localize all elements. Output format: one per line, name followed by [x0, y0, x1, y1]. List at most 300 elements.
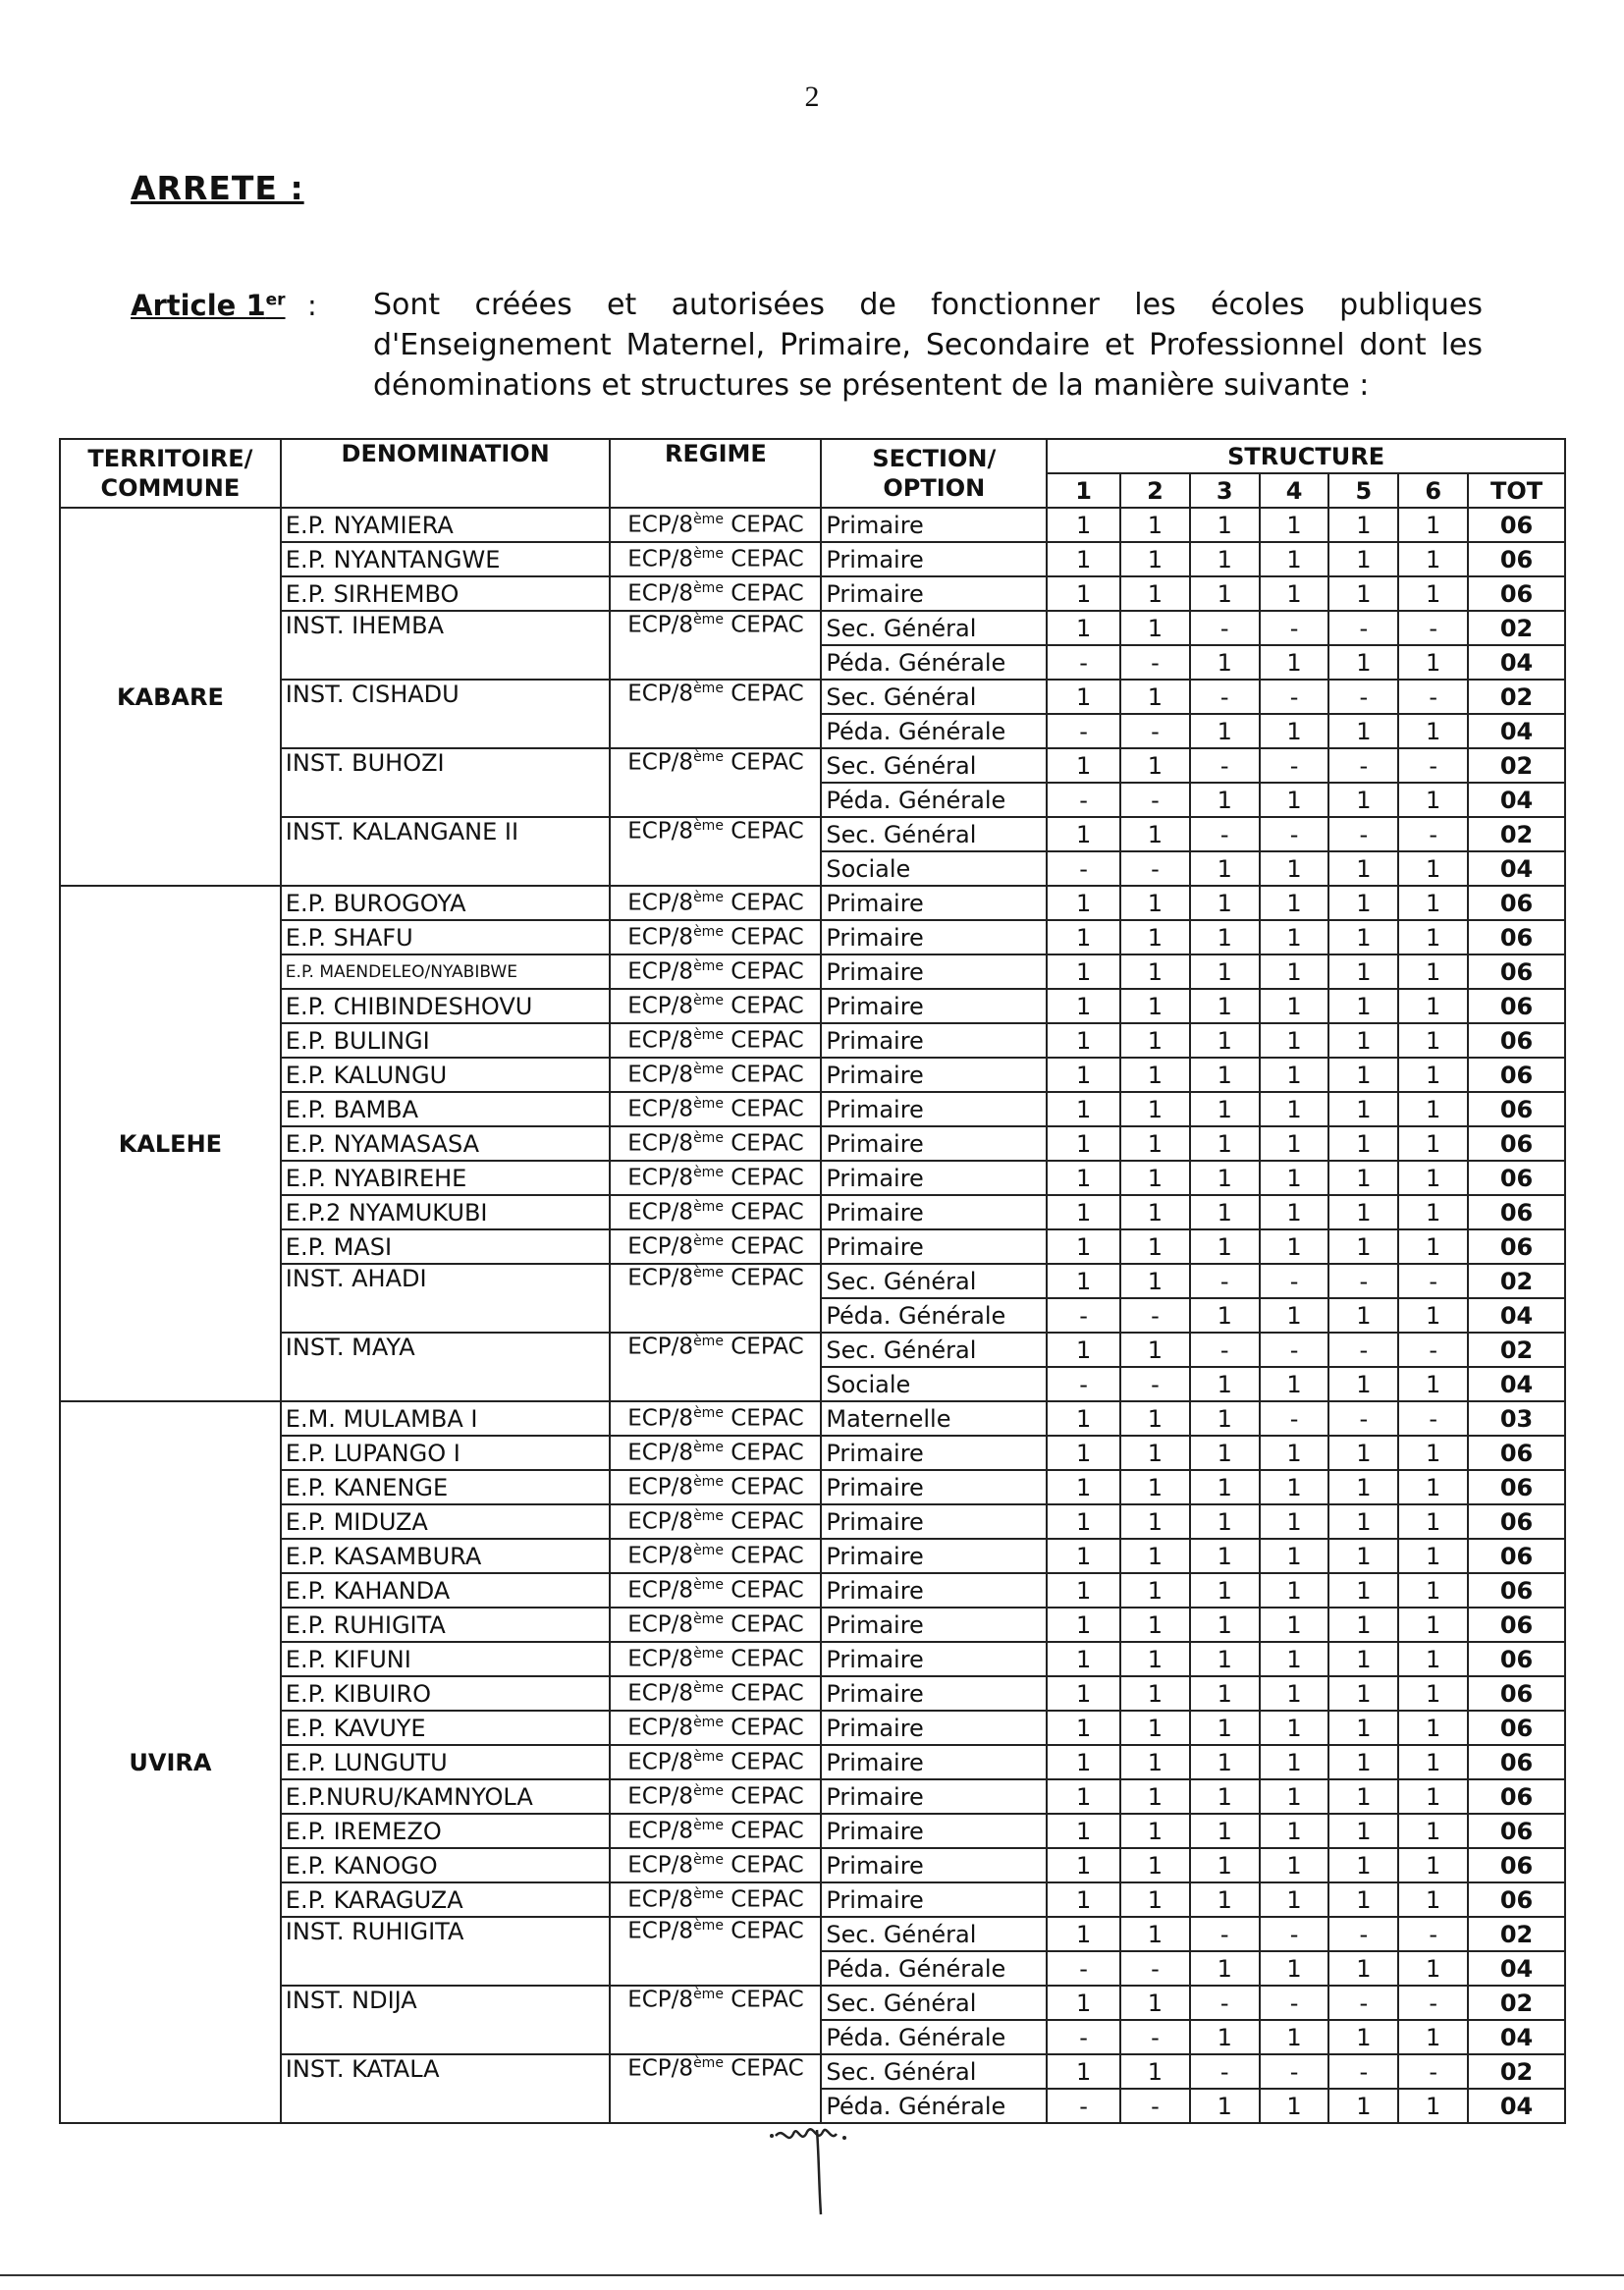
table-body [60, 508, 1565, 2123]
regime-sup: ème [693, 2055, 724, 2071]
section-cell: Primaire [821, 1814, 1047, 1848]
structure-cell-4: - [1260, 1986, 1329, 2020]
structure-cell-6: 1 [1398, 542, 1468, 576]
structure-cell-6: 1 [1398, 783, 1468, 817]
table-row [60, 611, 1565, 645]
table-row [60, 989, 1565, 1023]
section-cell: Sec. Général [821, 1917, 1047, 1951]
structure-cell-1: 1 [1047, 886, 1120, 920]
structure-cell-2: 1 [1120, 1779, 1190, 1814]
structure-cell-5: 1 [1328, 1058, 1398, 1092]
regime-cell [610, 1504, 821, 1539]
regime-tail: CEPAC [723, 890, 804, 916]
total-cell: 02 [1468, 2054, 1565, 2089]
structure-cell-6: 1 [1398, 1504, 1468, 1539]
structure-cell-5: 1 [1328, 1814, 1398, 1848]
structure-cell-2: 1 [1120, 1058, 1190, 1092]
structure-cell-5: 1 [1328, 1676, 1398, 1711]
structure-cell-2: 1 [1120, 1882, 1190, 1917]
structure-cell-2: - [1120, 714, 1190, 748]
section-cell: Primaire [821, 1092, 1047, 1126]
structure-cell-1: - [1047, 2089, 1120, 2123]
regime-tail: CEPAC [723, 2055, 804, 2082]
structure-cell-1: 1 [1047, 1745, 1120, 1779]
structure-cell-5: 1 [1328, 542, 1398, 576]
section-cell: Primaire [821, 886, 1047, 920]
school-name-cell: E.P. NYAMASASA [281, 1126, 611, 1161]
structure-cell-1: 1 [1047, 1470, 1120, 1504]
total-cell: 06 [1468, 1848, 1565, 1882]
total-cell: 04 [1468, 851, 1565, 886]
regime-sup: ème [693, 1783, 724, 1800]
structure-cell-5: 1 [1328, 1745, 1398, 1779]
header-col-6: 6 [1398, 473, 1468, 508]
section-cell: Primaire [821, 508, 1047, 542]
total-cell: 02 [1468, 748, 1565, 783]
structure-cell-6: 1 [1398, 576, 1468, 611]
regime-sup: ème [693, 612, 724, 627]
structure-cell-1: 1 [1047, 1126, 1120, 1161]
table-row [60, 1058, 1565, 1092]
regime-tail: CEPAC [723, 1165, 804, 1191]
structure-cell-5: 1 [1328, 783, 1398, 817]
total-cell: 06 [1468, 1126, 1565, 1161]
regime-base: ECP/8 [627, 1474, 694, 1500]
regime-sup: ème [693, 1918, 724, 1934]
regime-cell [610, 954, 821, 989]
structure-cell-2: 1 [1120, 1608, 1190, 1642]
regime-cell [610, 817, 821, 886]
section-cell: Péda. Générale [821, 783, 1047, 817]
structure-cell-5: 1 [1328, 1882, 1398, 1917]
regime-base: ECP/8 [627, 580, 694, 607]
structure-cell-1: 1 [1047, 1882, 1120, 1917]
structure-cell-5: 1 [1328, 1229, 1398, 1264]
structure-cell-3: 1 [1190, 1573, 1260, 1608]
structure-cell-1: 1 [1047, 1917, 1120, 1951]
section-cell: Sec. Général [821, 748, 1047, 783]
structure-cell-6: - [1398, 2054, 1468, 2089]
structure-cell-4: 1 [1260, 1642, 1329, 1676]
regime-base: ECP/8 [627, 1646, 694, 1672]
regime-tail: CEPAC [723, 1440, 804, 1466]
regime-base: ECP/8 [627, 546, 694, 572]
structure-cell-6: - [1398, 1401, 1468, 1436]
section-cell: Péda. Générale [821, 1951, 1047, 1986]
structure-cell-6: 1 [1398, 1951, 1468, 1986]
regime-sup: ème [693, 1440, 724, 1456]
structure-cell-1: 1 [1047, 1436, 1120, 1470]
structure-cell-1: - [1047, 1298, 1120, 1333]
structure-cell-5: 1 [1328, 1711, 1398, 1745]
regime-cell [610, 542, 821, 576]
table-row [60, 1779, 1565, 1814]
regime-sup: ème [693, 1474, 724, 1491]
regime-cell [610, 2054, 821, 2123]
structure-cell-2: 1 [1120, 920, 1190, 954]
regime-sup: ème [693, 958, 724, 975]
structure-cell-1: 1 [1047, 817, 1120, 851]
structure-cell-5: 1 [1328, 1848, 1398, 1882]
structure-cell-4: 1 [1260, 1951, 1329, 1986]
regime-base: ECP/8 [627, 1199, 694, 1226]
structure-cell-3: 1 [1190, 1126, 1260, 1161]
regime-base: ECP/8 [627, 1062, 694, 1088]
header-col-2: 2 [1120, 473, 1190, 508]
total-cell: 02 [1468, 817, 1565, 851]
total-cell: 04 [1468, 1367, 1565, 1401]
structure-cell-3: 1 [1190, 1848, 1260, 1882]
table-row [60, 508, 1565, 542]
structure-cell-3: 1 [1190, 783, 1260, 817]
regime-sup: ème [693, 890, 724, 906]
structure-cell-6: 1 [1398, 1161, 1468, 1195]
section-cell: Primaire [821, 1779, 1047, 1814]
regime-tail: CEPAC [723, 1096, 804, 1122]
regime-tail: CEPAC [723, 1334, 804, 1360]
structure-cell-4: 1 [1260, 1436, 1329, 1470]
structure-cell-2: - [1120, 783, 1190, 817]
regime-base: ECP/8 [627, 2055, 694, 2082]
total-cell: 06 [1468, 989, 1565, 1023]
structure-cell-1: 1 [1047, 542, 1120, 576]
regime-tail: CEPAC [723, 1646, 804, 1672]
section-cell: Primaire [821, 954, 1047, 989]
regime-base: ECP/8 [627, 958, 694, 985]
structure-cell-4: 1 [1260, 576, 1329, 611]
school-name-cell: INST. AHADI [281, 1264, 611, 1333]
structure-cell-2: 1 [1120, 1986, 1190, 2020]
regime-tail: CEPAC [723, 1715, 804, 1741]
structure-cell-6: - [1398, 680, 1468, 714]
table-row [60, 1608, 1565, 1642]
table-row [60, 2054, 1565, 2089]
structure-cell-6: 1 [1398, 920, 1468, 954]
structure-cell-3: - [1190, 1917, 1260, 1951]
structure-cell-3: 1 [1190, 920, 1260, 954]
structure-cell-5: 1 [1328, 1161, 1398, 1195]
section-cell: Primaire [821, 1470, 1047, 1504]
structure-cell-2: - [1120, 645, 1190, 680]
header-section: SECTION/ OPTION [821, 439, 1047, 508]
total-cell: 02 [1468, 611, 1565, 645]
regime-base: ECP/8 [627, 512, 694, 538]
school-name-cell: INST. KALANGANE II [281, 817, 611, 886]
table-row [60, 576, 1565, 611]
structure-cell-4: - [1260, 611, 1329, 645]
structure-cell-6: 1 [1398, 1779, 1468, 1814]
structure-cell-3: - [1190, 2054, 1260, 2089]
structure-cell-1: 1 [1047, 1333, 1120, 1367]
table-row [60, 954, 1565, 989]
structure-cell-5: 1 [1328, 1195, 1398, 1229]
structure-cell-5: 1 [1328, 2089, 1398, 2123]
regime-cell [610, 1711, 821, 1745]
section-cell: Sociale [821, 1367, 1047, 1401]
header-structure: STRUCTURE [1047, 439, 1565, 473]
structure-cell-2: - [1120, 2089, 1190, 2123]
structure-cell-2: 1 [1120, 748, 1190, 783]
regime-tail: CEPAC [723, 1987, 804, 2013]
structure-cell-1: 1 [1047, 1779, 1120, 1814]
regime-cell [610, 1229, 821, 1264]
regime-cell [610, 1126, 821, 1161]
structure-cell-4: - [1260, 748, 1329, 783]
structure-cell-5: 1 [1328, 1023, 1398, 1058]
regime-sup: ème [693, 1165, 724, 1181]
structure-cell-5: - [1328, 1401, 1398, 1436]
regime-cell [610, 1058, 821, 1092]
structure-cell-3: - [1190, 1264, 1260, 1298]
table-row [60, 920, 1565, 954]
structure-cell-5: - [1328, 1917, 1398, 1951]
section-cell: Sec. Général [821, 1333, 1047, 1367]
section-cell: Péda. Générale [821, 2020, 1047, 2054]
structure-cell-4: - [1260, 817, 1329, 851]
regime-tail: CEPAC [723, 580, 804, 607]
structure-cell-2: 1 [1120, 886, 1190, 920]
section-cell: Primaire [821, 1504, 1047, 1539]
regime-cell [610, 1882, 821, 1917]
regime-sup: ème [693, 681, 724, 696]
structure-cell-1: 1 [1047, 1161, 1120, 1195]
structure-cell-2: 1 [1120, 576, 1190, 611]
regime-sup: ème [693, 1852, 724, 1869]
total-cell: 04 [1468, 714, 1565, 748]
structure-cell-3: - [1190, 817, 1260, 851]
structure-cell-5: - [1328, 748, 1398, 783]
structure-cell-4: - [1260, 680, 1329, 714]
structure-cell-6: 1 [1398, 1023, 1468, 1058]
school-name-cell: E.P. BAMBA [281, 1092, 611, 1126]
structure-cell-5: 1 [1328, 714, 1398, 748]
structure-cell-5: 1 [1328, 645, 1398, 680]
structure-cell-4: 1 [1260, 1195, 1329, 1229]
school-name-cell: E.P. KAHANDA [281, 1573, 611, 1608]
table-row [60, 1092, 1565, 1126]
school-name-cell: E.P. LUNGUTU [281, 1745, 611, 1779]
structure-cell-6: 1 [1398, 1470, 1468, 1504]
regime-tail: CEPAC [723, 1474, 804, 1500]
total-cell: 06 [1468, 1882, 1565, 1917]
structure-cell-3: 1 [1190, 1779, 1260, 1814]
structure-cell-3: 1 [1190, 542, 1260, 576]
regime-cell [610, 1539, 821, 1573]
decree-heading: ARRETE : [131, 169, 304, 207]
school-name-cell: INST. IHEMBA [281, 611, 611, 680]
section-cell: Péda. Générale [821, 714, 1047, 748]
table-row [60, 1333, 1565, 1367]
school-name-cell: E.P. BUROGOYA [281, 886, 611, 920]
regime-base: ECP/8 [627, 1265, 694, 1291]
header-regime: REGIME [610, 439, 821, 508]
table-row [60, 1504, 1565, 1539]
section-cell: Primaire [821, 1642, 1047, 1676]
total-cell: 06 [1468, 1711, 1565, 1745]
structure-cell-5: 1 [1328, 1367, 1398, 1401]
structure-cell-5: 1 [1328, 1539, 1398, 1573]
table-row [60, 1676, 1565, 1711]
structure-cell-6: 1 [1398, 508, 1468, 542]
structure-cell-2: 1 [1120, 1642, 1190, 1676]
structure-cell-1: 1 [1047, 611, 1120, 645]
regime-base: ECP/8 [627, 1611, 694, 1638]
table-row [60, 680, 1565, 714]
structure-cell-6: - [1398, 1917, 1468, 1951]
regime-base: ECP/8 [627, 749, 694, 776]
structure-cell-2: - [1120, 1367, 1190, 1401]
structure-cell-1: 1 [1047, 680, 1120, 714]
total-cell: 06 [1468, 1608, 1565, 1642]
regime-base: ECP/8 [627, 924, 694, 951]
structure-cell-2: 1 [1120, 989, 1190, 1023]
total-cell: 06 [1468, 1229, 1565, 1264]
structure-cell-1: 1 [1047, 576, 1120, 611]
school-name-cell: E.P. KAVUYE [281, 1711, 611, 1745]
structure-cell-2: 1 [1120, 1126, 1190, 1161]
structure-cell-4: 1 [1260, 851, 1329, 886]
structure-cell-3: 1 [1190, 851, 1260, 886]
structure-cell-3: 1 [1190, 2020, 1260, 2054]
regime-tail: CEPAC [723, 1611, 804, 1638]
structure-cell-6: 1 [1398, 1539, 1468, 1573]
structure-cell-5: - [1328, 817, 1398, 851]
structure-cell-2: 1 [1120, 1436, 1190, 1470]
structure-cell-3: 1 [1190, 2089, 1260, 2123]
table-row [60, 817, 1565, 851]
regime-cell [610, 576, 821, 611]
structure-cell-4: 1 [1260, 1504, 1329, 1539]
regime-sup: ème [693, 1987, 724, 2002]
school-name-cell: INST. NDIJA [281, 1986, 611, 2054]
structure-cell-3: 1 [1190, 886, 1260, 920]
structure-cell-3: 1 [1190, 1951, 1260, 1986]
structure-cell-6: 1 [1398, 886, 1468, 920]
structure-cell-2: - [1120, 1298, 1190, 1333]
territory-cell: KALEHE [60, 886, 281, 1401]
total-cell: 06 [1468, 1470, 1565, 1504]
school-name-cell: E.P. SIRHEMBO [281, 576, 611, 611]
structure-cell-5: 1 [1328, 1126, 1398, 1161]
table-row [60, 748, 1565, 783]
regime-sup: ème [693, 1646, 724, 1663]
regime-tail: CEPAC [723, 1783, 804, 1810]
structure-cell-3: 1 [1190, 1298, 1260, 1333]
section-cell: Primaire [821, 920, 1047, 954]
structure-cell-6: 1 [1398, 989, 1468, 1023]
structure-cell-1: 1 [1047, 1711, 1120, 1745]
structure-cell-1: 1 [1047, 1848, 1120, 1882]
structure-cell-1: 1 [1047, 1608, 1120, 1642]
structure-cell-3: 1 [1190, 714, 1260, 748]
structure-cell-1: 1 [1047, 1264, 1120, 1298]
structure-cell-2: 1 [1120, 817, 1190, 851]
structure-cell-5: 1 [1328, 1436, 1398, 1470]
total-cell: 06 [1468, 576, 1565, 611]
structure-cell-2: 1 [1120, 1161, 1190, 1195]
regime-sup: ème [693, 1130, 724, 1147]
header-col-5: 5 [1328, 473, 1398, 508]
structure-cell-4: 1 [1260, 920, 1329, 954]
structure-cell-6: 1 [1398, 1298, 1468, 1333]
structure-cell-4: 1 [1260, 1814, 1329, 1848]
structure-cell-3: 1 [1190, 1814, 1260, 1848]
section-cell: Sociale [821, 851, 1047, 886]
structure-cell-4: 1 [1260, 508, 1329, 542]
structure-cell-1: - [1047, 1951, 1120, 1986]
school-name-cell: E.P. KALUNGU [281, 1058, 611, 1092]
structure-cell-5: 1 [1328, 1779, 1398, 1814]
structure-cell-1: 1 [1047, 920, 1120, 954]
structure-cell-4: 1 [1260, 2089, 1329, 2123]
regime-sup: ème [693, 1062, 724, 1078]
structure-cell-4: 1 [1260, 2020, 1329, 2054]
structure-cell-6: 1 [1398, 1642, 1468, 1676]
school-name-cell: E.P. MIDUZA [281, 1504, 611, 1539]
structure-cell-6: 1 [1398, 1676, 1468, 1711]
regime-cell [610, 989, 821, 1023]
structure-cell-5: 1 [1328, 920, 1398, 954]
regime-sup: ème [693, 1715, 724, 1731]
regime-base: ECP/8 [627, 1233, 694, 1260]
structure-cell-2: 1 [1120, 1745, 1190, 1779]
structure-cell-4: 1 [1260, 542, 1329, 576]
page-number: 2 [804, 81, 820, 113]
regime-cell [610, 1745, 821, 1779]
table-row [60, 1126, 1565, 1161]
structure-cell-3: 1 [1190, 1539, 1260, 1573]
bottom-rule [0, 2274, 1624, 2276]
structure-cell-1: 1 [1047, 989, 1120, 1023]
structure-cell-6: - [1398, 817, 1468, 851]
table-row [60, 1195, 1565, 1229]
regime-cell [610, 1642, 821, 1676]
structure-cell-6: - [1398, 611, 1468, 645]
structure-cell-4: - [1260, 1917, 1329, 1951]
header-col-1: 1 [1047, 473, 1120, 508]
structure-cell-6: 1 [1398, 714, 1468, 748]
regime-cell [610, 1986, 821, 2054]
total-cell: 06 [1468, 1058, 1565, 1092]
structure-cell-2: - [1120, 1951, 1190, 1986]
structure-cell-1: 1 [1047, 1986, 1120, 2020]
regime-tail: CEPAC [723, 1886, 804, 1913]
regime-base: ECP/8 [627, 1749, 694, 1775]
structure-cell-1: 1 [1047, 748, 1120, 783]
regime-cell [610, 1195, 821, 1229]
regime-cell [610, 1676, 821, 1711]
total-cell: 02 [1468, 1917, 1565, 1951]
regime-base: ECP/8 [627, 1680, 694, 1707]
section-cell: Primaire [821, 1711, 1047, 1745]
section-cell: Sec. Général [821, 611, 1047, 645]
table-row [60, 1539, 1565, 1573]
structure-cell-5: - [1328, 680, 1398, 714]
structure-cell-4: - [1260, 2054, 1329, 2089]
structure-cell-6: - [1398, 748, 1468, 783]
structure-cell-1: 1 [1047, 954, 1120, 989]
regime-base: ECP/8 [627, 1334, 694, 1360]
structure-cell-6: 1 [1398, 1092, 1468, 1126]
structure-cell-3: 1 [1190, 1642, 1260, 1676]
structure-cell-2: 1 [1120, 2054, 1190, 2089]
structure-cell-6: 1 [1398, 1608, 1468, 1642]
regime-cell [610, 1848, 821, 1882]
structure-cell-1: 1 [1047, 1023, 1120, 1058]
regime-base: ECP/8 [627, 1577, 694, 1604]
total-cell: 06 [1468, 920, 1565, 954]
structure-cell-2: 1 [1120, 1814, 1190, 1848]
